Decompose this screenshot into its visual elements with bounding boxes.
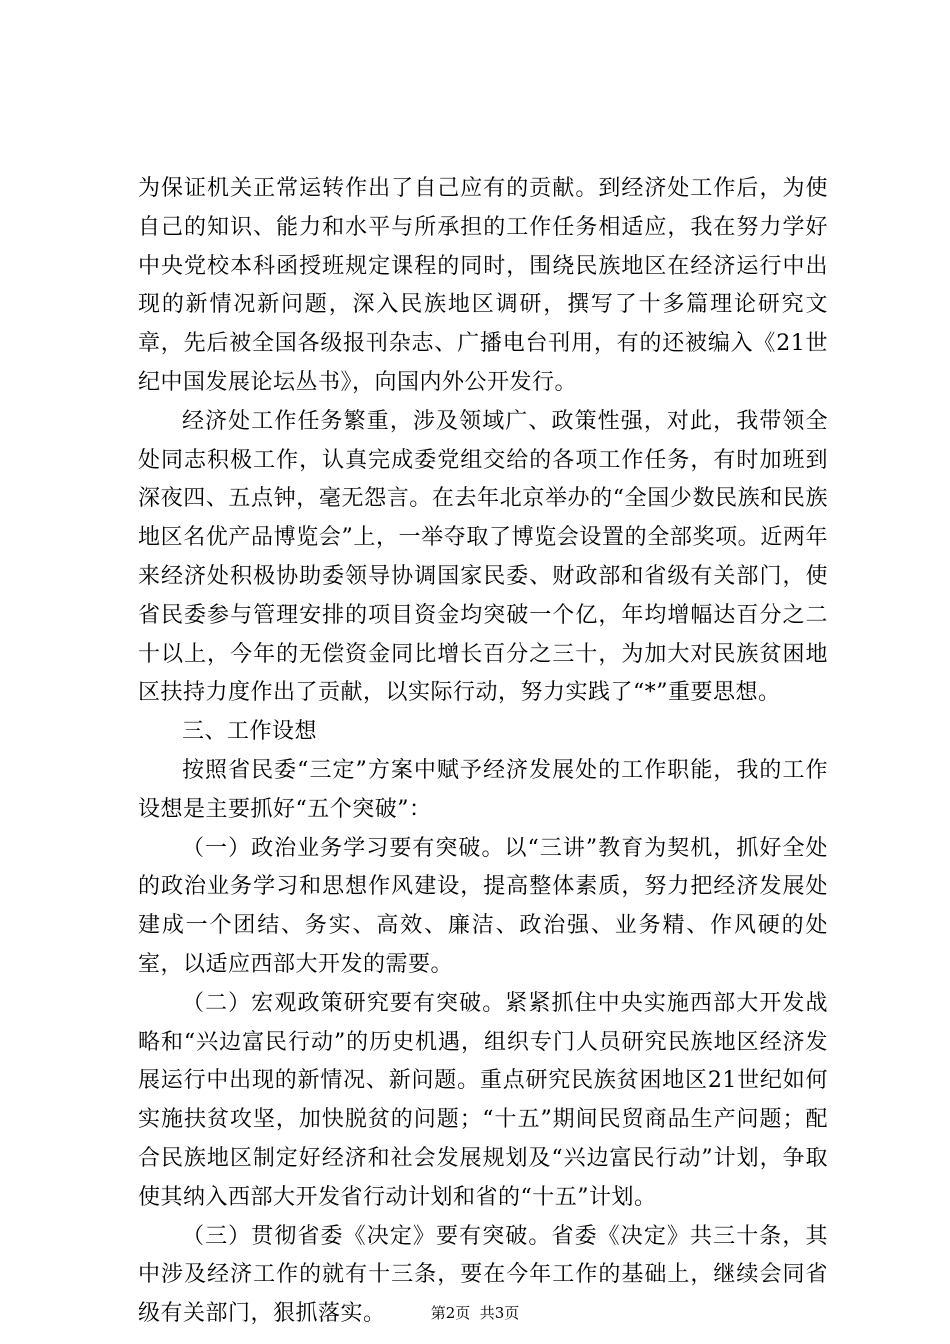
section-heading: 三、工作设想 xyxy=(182,719,318,745)
page-number: 第2页 共3页 xyxy=(430,1304,520,1322)
paragraph-1: 为保证机关正常运转作出了自己应有的贡献。到经济处工作后，为使自己的知识、能力和水平与所承担的工作任务相适应，我在努力学好中央党校本科函授班规定课程的同时，围绕民族地区在经济运行中出现的新情况新问题，深入民族地区调研，撰写了十多篇理论研究文章，先后被全国各级报刊杂志、广播电台刊用，有的还被编入《21世纪中国发展论坛丛书》，向国内外公开发行。 xyxy=(138,176,828,395)
paragraph-2: 经济处工作任务繁重，涉及领域广、政策性强，对此，我带领全处同志积极工作，认真完成委党组交给的各项工作任务，有时加班到深夜四、五点钟，毫无怨言。在去年北京举办的“全国少数民族和民族地区名优产品博览会”上，一举夺取了博览会设置的全部奖项。近两年来经济处积极协助委领导协调国家民委、财政部和省级有关部门，使省民委参与管理安排的项目资金均突破一个亿，年均增幅达百分之二十以上，今年的无偿资金同比增长百分之三十，为加大对民族贫困地区扶持力度作出了贡献，以实际行动，努力实践了“*”重要思想。 xyxy=(138,408,828,706)
paragraph-5: （二）宏观政策研究要有突破。紧紧抓住中央实施西部大开发战略和“兴边富民行动”的历史机遇，组织专门人员研究民族地区经济发展运行中出现的新情况、新问题。重点研究民族贫困地区21世纪如何实施扶贫攻坚，加快脱贫的问题；“十五”期间民贸商品生产问题；配合民族地区制定好经济和社会发展规划及“兴边富民行动”计划，争取使其纳入西部大开发省行动计划和省的“十五”计划。 xyxy=(138,990,828,1210)
paragraph-3: 按照省民委“三定”方案中赋予经济发展处的工作职能，我的工作设想是主要抓好“五个突破”： xyxy=(138,757,828,822)
paragraph-6: （三）贯彻省委《决定》要有突破。省委《决定》共三十条，其中涉及经济工作的就有十三条，要在今年工作的基础上，继续会同省级有关部门，狠抓落实。 xyxy=(138,1223,828,1327)
paragraph-4: （一）政治业务学习要有突破。以“三讲”教育为契机，抓好全处的政治业务学习和思想作风建设，提高整体素质，努力把经济发展处建成一个团结、务实、高效、廉洁、政治强、业务精、作风硬的处室，以适应西部大开发的需要。 xyxy=(138,835,828,977)
document-body xyxy=(138,170,828,1334)
page-footer xyxy=(0,1302,950,1323)
